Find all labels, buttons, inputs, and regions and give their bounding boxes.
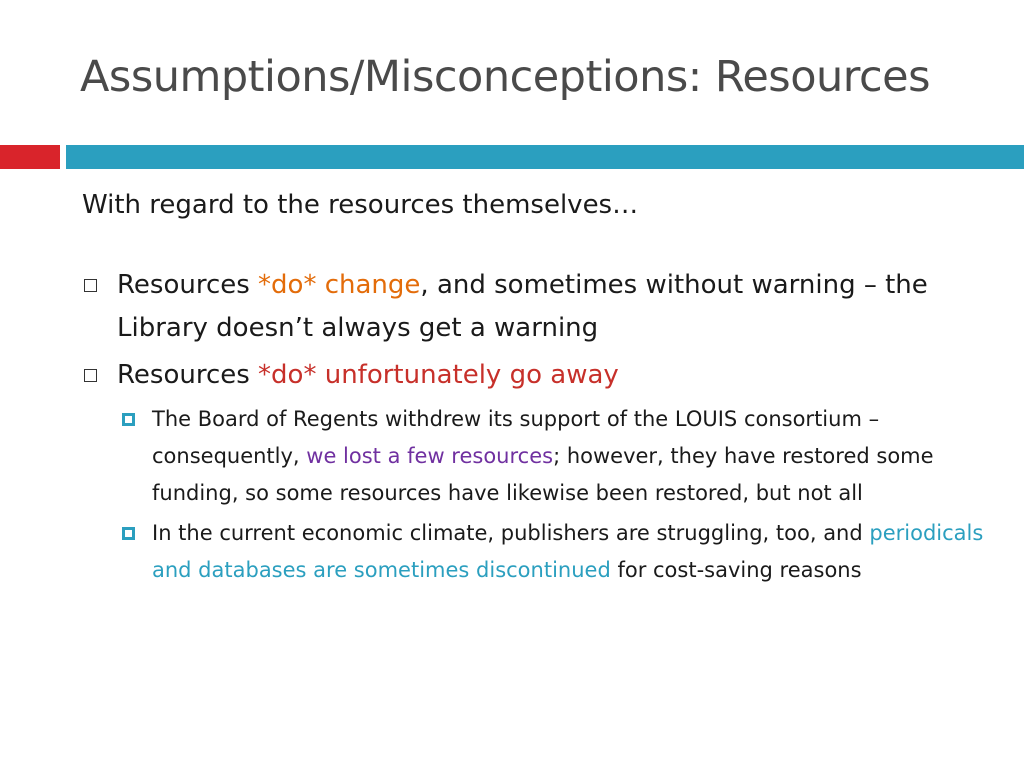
hollow-square-bullet-icon	[84, 369, 97, 382]
sub-bullet-item	[117, 401, 992, 512]
bullet-item	[82, 264, 992, 350]
filled-square-bullet-icon	[122, 413, 135, 426]
sub-bullet-text: In the current economic climate, publishers are struggling, too, and	[152, 521, 870, 545]
sub-bullet-highlight: we lost a few resources	[306, 444, 554, 468]
accent-bar-blue	[66, 145, 1024, 169]
bullet-text: Resources	[117, 360, 259, 390]
slide-title: Assumptions/Misconceptions: Resources	[80, 52, 930, 102]
bullet-item	[82, 354, 992, 589]
sub-bullet-text: ; however, they have restored some funding, so some resources have likewise been restored, but not all	[152, 444, 934, 505]
sub-bullet-list	[117, 401, 992, 589]
bullet-highlight: *do* change	[258, 270, 421, 300]
bullet-highlight: *do* unfortunately go away	[258, 360, 619, 390]
bullet-text: , and sometimes without warning – the Library doesn’t always get a warning	[117, 270, 928, 343]
sub-bullet-text: for cost-saving reasons	[610, 558, 862, 582]
filled-square-bullet-icon	[122, 527, 135, 540]
sub-bullet-text: The Board of Regents withdrew its support of the LOUIS consortium – consequently,	[152, 407, 880, 468]
subheading: With regard to the resources themselves…	[82, 190, 639, 220]
bullet-list	[82, 264, 992, 593]
hollow-square-bullet-icon	[84, 279, 97, 292]
bullet-text: Resources	[117, 270, 259, 300]
sub-bullet-highlight: periodicals and databases are sometimes discontinued	[152, 521, 984, 582]
accent-bar-red	[0, 145, 60, 169]
sub-bullet-item	[117, 515, 992, 589]
